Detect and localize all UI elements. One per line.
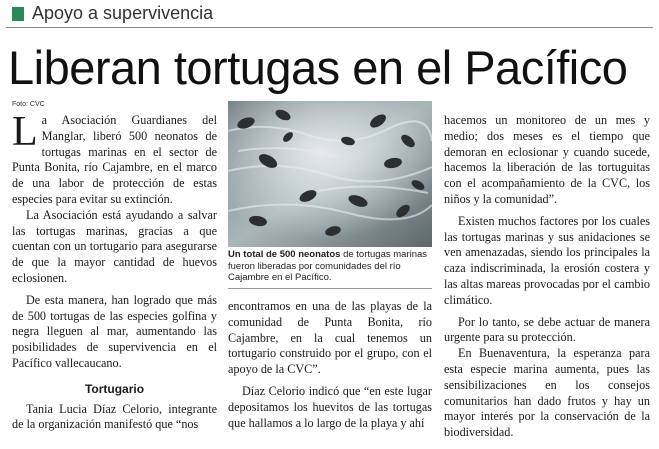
- section-label: Apoyo a supervivencia: [32, 3, 214, 23]
- drop-cap: L: [12, 109, 38, 155]
- headline: Liberan tortugas en el Pacífico: [8, 41, 628, 94]
- caption-text: de tortugas marinas fueron liberadas por comunidades del río Cajambre en el Pacífico.: [228, 249, 428, 283]
- caption-divider: [228, 288, 432, 289]
- photo-caption: [228, 249, 433, 284]
- caption-lead: Un total de 500 neonatos: [228, 249, 341, 260]
- article-column-2: [228, 299, 432, 431]
- paragraph: Por lo tanto, se debe actuar de manera urgente para su protección.: [444, 314, 650, 345]
- section-marker-icon: [12, 7, 24, 21]
- photo-credit: Foto: CVC: [12, 101, 45, 108]
- paragraph-text: a Asociación Guardianes del Manglar, liberó 500 neonatos de tortugas marinas en el sector de Punta Bonita, río Cajambre, en el marco de una labor de protección de estas especies para evitar su extinción.: [12, 113, 217, 206]
- article-column-3: [444, 113, 650, 441]
- subheading: Tortugario: [84, 381, 145, 396]
- paragraph: Tania Lucia Díaz Celorio, integrante de la organización manifestó que “nos: [12, 401, 217, 432]
- paragraph: En Buenaventura, la esperanza para esta especie marina aumenta, pues las sensibilizaciones en los consejos comunitarios han dado frutos y hay un mayor interés por la conservación de la biodiversidad.: [444, 346, 650, 440]
- paragraph: hacemos un monitoreo de un mes y medio; dos meses es el tiempo que demoran en eclosionar y cuando sucede, hacemos la liberación de las tortuguitas con el acompañamiento de la CVC, los niños y la comunidad”.: [444, 113, 650, 206]
- article-column-1: [12, 109, 217, 433]
- paragraph: De esta manera, han logrado que más de 500 tortugas de las especies golfina y negra lleguen al mar, aumentando las posibilidades de supervivencia en el Pacífico vallecaucano.: [12, 292, 217, 370]
- paragraph: Existen muchos factores por los cuales las tortugas marinas y sus anidaciones se ven amenazadas, siendo los principales la caza indiscriminada, la erosión costera y las altas mareas provocadas por el cambio climático.: [444, 213, 650, 307]
- section-divider: [6, 27, 653, 28]
- paragraph: Díaz Celorio indicó que “en este lugar depositamos los huevitos de las tortugas que hallamos a lo largo de la playa y ahí: [228, 383, 432, 430]
- paragraph: encontramos en una de las playas de la comunidad de Punta Bonita, río Cajambre, en la cual tenemos un tortugario construido por el grupo, con el apoyo de la CVC”.: [228, 299, 432, 377]
- turtle-hatchlings-photo: [228, 101, 432, 247]
- paragraph: [12, 109, 217, 208]
- paragraph: La Asociación está ayudando a salvar las tortugas marinas, gracias a que cuentan con un tortugario para asegurarse de que la mayor cantidad de huevos eclosionen.: [12, 207, 217, 285]
